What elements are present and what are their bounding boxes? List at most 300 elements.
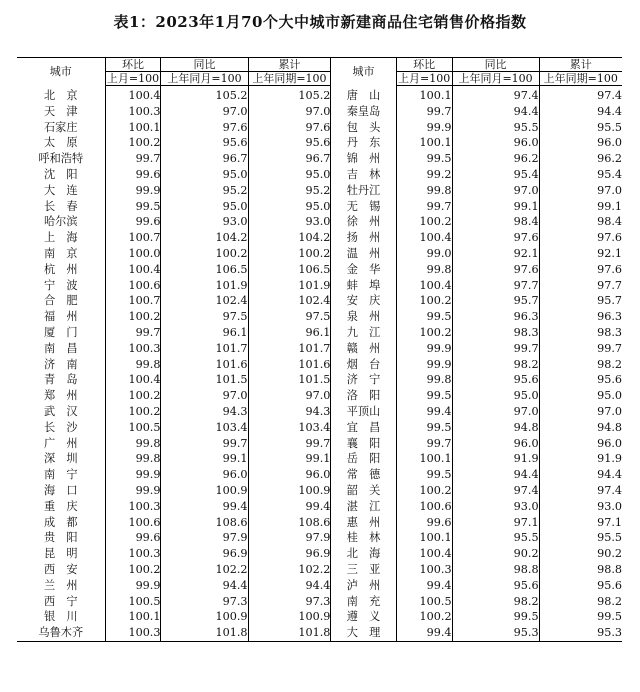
city-cell: 广 州	[43, 436, 78, 450]
mom-value: 100.7	[105, 293, 161, 309]
table-row	[17, 594, 622, 610]
cum-value: 94.4	[539, 104, 622, 120]
yoy-value: 101.8	[161, 625, 248, 641]
subheader-cum: 上年同期=100	[539, 72, 622, 86]
city-cell: 泸 州	[331, 578, 396, 594]
city-cell: 岳 阳	[331, 451, 396, 467]
header-mom: 环比	[396, 58, 452, 72]
city-cell: 北 海	[331, 546, 396, 562]
city-cell: 常 德	[331, 467, 396, 483]
mom-value: 99.9	[105, 467, 161, 483]
cum-value: 92.1	[539, 246, 622, 262]
mom-value: 99.6	[396, 515, 452, 531]
mom-value: 99.7	[396, 104, 452, 120]
city-cell: 丹 东	[331, 135, 396, 151]
table-row	[17, 499, 622, 515]
mom-value: 99.8	[396, 262, 452, 278]
city-cell: 长 春	[43, 199, 78, 213]
subheader-mom: 上月=100	[106, 72, 160, 85]
yoy-value: 101.7	[161, 341, 248, 357]
table-header	[17, 58, 622, 86]
yoy-value: 96.2	[452, 151, 539, 167]
cum-value: 98.2	[539, 594, 622, 610]
header-yoy: 同比	[161, 58, 248, 72]
city-cell: 青 岛	[43, 373, 78, 387]
yoy-value: 97.7	[452, 278, 539, 294]
yoy-value: 97.0	[452, 183, 539, 199]
cum-value: 105.2	[248, 86, 331, 104]
table-row	[17, 278, 622, 294]
mom-value: 100.2	[105, 388, 161, 404]
city-cell: 厦 门	[43, 325, 78, 339]
yoy-value: 97.1	[452, 515, 539, 531]
cum-value: 95.6	[539, 578, 622, 594]
table-row	[17, 230, 622, 246]
mom-value: 100.2	[396, 214, 452, 230]
cum-value: 103.4	[248, 420, 331, 436]
yoy-value: 100.9	[161, 609, 248, 625]
cum-value: 90.2	[539, 546, 622, 562]
table-row	[17, 262, 622, 278]
yoy-value: 102.2	[161, 562, 248, 578]
mom-value: 99.5	[396, 467, 452, 483]
yoy-value: 95.6	[452, 578, 539, 594]
city-cell: 深 圳	[43, 452, 78, 466]
mom-value: 99.9	[105, 183, 161, 199]
yoy-value: 96.0	[452, 135, 539, 151]
yoy-value: 101.9	[161, 278, 248, 294]
cum-value: 94.3	[248, 404, 331, 420]
city-cell: 宜 昌	[331, 420, 396, 436]
yoy-value: 94.4	[452, 104, 539, 120]
yoy-value: 98.2	[452, 357, 539, 373]
city-cell: 无 锡	[331, 199, 396, 215]
cum-value: 98.8	[539, 562, 622, 578]
city-cell: 贵 阳	[43, 531, 78, 545]
mom-value: 100.3	[105, 546, 161, 562]
table-row	[17, 357, 622, 373]
table-row	[17, 609, 622, 625]
city-cell: 平顶山	[331, 404, 396, 420]
mom-value: 100.1	[396, 530, 452, 546]
cum-value: 99.1	[248, 451, 331, 467]
cum-value: 101.8	[248, 625, 331, 641]
yoy-value: 92.1	[452, 246, 539, 262]
mom-value: 100.3	[105, 499, 161, 515]
cum-value: 97.0	[539, 183, 622, 199]
city-cell: 武 汉	[43, 404, 78, 418]
yoy-value: 91.9	[452, 451, 539, 467]
city-cell: 烟 台	[331, 357, 396, 373]
yoy-value: 95.3	[452, 625, 539, 641]
cum-value: 95.6	[248, 135, 331, 151]
mom-value: 99.8	[105, 436, 161, 452]
city-cell: 海 口	[43, 483, 78, 497]
yoy-value: 101.6	[161, 357, 248, 373]
table-row	[17, 104, 622, 120]
cum-value: 94.8	[539, 420, 622, 436]
yoy-value: 99.7	[452, 341, 539, 357]
yoy-value: 93.0	[161, 214, 248, 230]
city-cell: 洛 阳	[331, 388, 396, 404]
city-cell: 吉 林	[331, 167, 396, 183]
mom-value: 100.2	[105, 309, 161, 325]
mom-value: 99.5	[396, 388, 452, 404]
city-cell: 成 都	[43, 515, 78, 529]
city-cell: 沈 阳	[43, 167, 78, 181]
mom-value: 100.4	[396, 546, 452, 562]
mom-value: 100.1	[396, 86, 452, 104]
yoy-value: 93.0	[452, 499, 539, 515]
yoy-value: 95.0	[161, 167, 248, 183]
subheader-yoy: 上年同月=100	[452, 72, 539, 86]
cum-value: 96.9	[248, 546, 331, 562]
cum-value: 108.6	[248, 515, 331, 531]
city-cell: 哈尔滨	[43, 215, 78, 229]
cum-value: 100.2	[248, 246, 331, 262]
mom-value: 99.6	[105, 167, 161, 183]
subheader-yoy: 上年同月=100	[161, 72, 248, 86]
cum-value: 98.3	[539, 325, 622, 341]
city-cell: 重 庆	[43, 499, 78, 513]
yoy-value: 98.2	[452, 594, 539, 610]
cum-value: 97.0	[248, 104, 331, 120]
table-row	[17, 183, 622, 199]
city-cell: 泉 州	[331, 309, 396, 325]
mom-value: 100.0	[105, 246, 161, 262]
mom-value: 99.7	[105, 151, 161, 167]
yoy-value: 94.4	[161, 578, 248, 594]
yoy-value: 95.4	[452, 167, 539, 183]
table-row	[17, 246, 622, 262]
city-cell: 牡丹江	[331, 183, 396, 199]
city-cell: 西 安	[43, 562, 78, 576]
yoy-value: 104.2	[161, 230, 248, 246]
city-cell: 襄 阳	[331, 436, 396, 452]
cum-value: 104.2	[248, 230, 331, 246]
city-cell: 济 宁	[331, 372, 396, 388]
cum-value: 97.7	[539, 278, 622, 294]
table-row	[17, 167, 622, 183]
cum-value: 97.9	[248, 530, 331, 546]
mom-value: 99.5	[105, 199, 161, 215]
cum-value: 95.0	[539, 388, 622, 404]
city-cell: 安 庆	[331, 293, 396, 309]
yoy-value: 95.0	[161, 199, 248, 215]
city-cell: 郑 州	[43, 389, 78, 403]
table-row	[17, 436, 622, 452]
mom-value: 99.9	[396, 341, 452, 357]
cum-value: 100.9	[248, 483, 331, 499]
cum-value: 97.1	[539, 515, 622, 531]
mom-value: 100.3	[105, 341, 161, 357]
yoy-value: 99.1	[452, 199, 539, 215]
city-cell: 蚌 埠	[331, 278, 396, 294]
city-cell: 长 沙	[43, 420, 78, 434]
table-row	[17, 388, 622, 404]
cum-value: 98.2	[539, 357, 622, 373]
city-cell: 大 连	[43, 183, 78, 197]
city-cell: 赣 州	[331, 341, 396, 357]
city-cell: 金 华	[331, 262, 396, 278]
cum-value: 99.4	[248, 499, 331, 515]
city-cell: 南 宁	[43, 468, 78, 482]
mom-value: 99.7	[105, 325, 161, 341]
table-row	[17, 151, 622, 167]
mom-value: 99.8	[105, 357, 161, 373]
city-cell: 惠 州	[331, 515, 396, 531]
cum-value: 97.6	[539, 230, 622, 246]
yoy-value: 95.5	[452, 530, 539, 546]
city-cell: 西 宁	[43, 594, 78, 608]
table-row	[17, 135, 622, 151]
city-cell: 乌鲁木齐	[17, 625, 105, 641]
city-cell: 合 肥	[43, 294, 78, 308]
yoy-value: 95.6	[161, 135, 248, 151]
city-cell: 徐 州	[331, 214, 396, 230]
mom-value: 100.4	[105, 372, 161, 388]
table-body	[17, 86, 622, 642]
mom-value: 100.2	[105, 135, 161, 151]
cum-value: 95.7	[539, 293, 622, 309]
table-row	[17, 420, 622, 436]
yoy-value: 97.6	[452, 230, 539, 246]
yoy-value: 96.9	[161, 546, 248, 562]
cum-value: 97.3	[248, 594, 331, 610]
city-column-header: 城市	[17, 58, 105, 86]
cum-value: 97.6	[248, 120, 331, 136]
city-cell: 南 京	[43, 246, 78, 260]
cum-value: 95.3	[539, 625, 622, 641]
mom-value: 100.4	[105, 262, 161, 278]
city-cell: 湛 江	[331, 499, 396, 515]
mom-value: 99.9	[396, 120, 452, 136]
yoy-value: 97.0	[161, 104, 248, 120]
table-row	[17, 562, 622, 578]
mom-value: 100.3	[105, 625, 161, 641]
yoy-value: 97.4	[452, 86, 539, 104]
yoy-value: 100.2	[161, 246, 248, 262]
table-row	[17, 404, 622, 420]
yoy-value: 98.3	[452, 325, 539, 341]
cum-value: 101.5	[248, 372, 331, 388]
mom-value: 100.4	[105, 86, 161, 104]
yoy-value: 101.5	[161, 372, 248, 388]
yoy-value: 96.0	[452, 436, 539, 452]
city-cell: 唐 山	[331, 86, 396, 104]
yoy-value: 96.0	[161, 467, 248, 483]
city-cell: 温 州	[331, 246, 396, 262]
yoy-value: 98.8	[452, 562, 539, 578]
city-cell: 九 江	[331, 325, 396, 341]
table-row	[17, 625, 622, 641]
city-cell: 三 亚	[331, 562, 396, 578]
cum-value: 101.6	[248, 357, 331, 373]
cum-value: 96.3	[539, 309, 622, 325]
mom-value: 100.6	[105, 515, 161, 531]
city-cell: 包 头	[331, 120, 396, 136]
header-cum: 累计	[539, 58, 622, 72]
city-cell: 秦皇岛	[331, 104, 396, 120]
yoy-value: 99.4	[161, 499, 248, 515]
mom-value: 99.4	[396, 404, 452, 420]
table-row	[17, 467, 622, 483]
table-row	[17, 483, 622, 499]
table-row	[17, 325, 622, 341]
yoy-value: 99.7	[161, 436, 248, 452]
yoy-value: 98.4	[452, 214, 539, 230]
mom-value: 99.7	[396, 199, 452, 215]
mom-value: 100.4	[396, 230, 452, 246]
table-row	[17, 341, 622, 357]
cum-value: 95.4	[539, 167, 622, 183]
mom-value: 100.5	[105, 594, 161, 610]
mom-value: 100.1	[396, 135, 452, 151]
cum-value: 97.4	[539, 86, 622, 104]
city-column-header: 城市	[331, 58, 396, 86]
cum-value: 101.9	[248, 278, 331, 294]
city-cell: 昆 明	[43, 547, 78, 561]
mom-value: 99.5	[396, 420, 452, 436]
city-cell: 福 州	[43, 310, 78, 324]
city-cell: 呼和浩特	[38, 152, 84, 166]
mom-value: 99.5	[396, 309, 452, 325]
yoy-value: 97.6	[452, 262, 539, 278]
yoy-value: 97.3	[161, 594, 248, 610]
cum-value: 93.0	[539, 499, 622, 515]
mom-value: 99.0	[396, 246, 452, 262]
yoy-value: 106.5	[161, 262, 248, 278]
cum-value: 95.2	[248, 183, 331, 199]
mom-value: 100.3	[105, 104, 161, 120]
mom-value: 99.4	[396, 625, 452, 641]
yoy-value: 102.4	[161, 293, 248, 309]
city-cell: 天 津	[43, 104, 78, 118]
city-cell: 韶 关	[331, 483, 396, 499]
cum-value: 100.9	[248, 609, 331, 625]
header-yoy: 同比	[452, 58, 539, 72]
city-cell: 太 原	[43, 136, 78, 150]
yoy-value: 95.6	[452, 372, 539, 388]
header-mom: 环比	[105, 58, 161, 72]
mom-value: 99.8	[105, 451, 161, 467]
cum-value: 99.5	[539, 609, 622, 625]
mom-value: 99.8	[396, 372, 452, 388]
cum-value: 96.2	[539, 151, 622, 167]
table-row	[17, 515, 622, 531]
cum-value: 95.6	[539, 372, 622, 388]
table-title: 表1：2023年1月70个大中城市新建商品住宅销售价格指数	[113, 13, 527, 31]
city-cell: 上 海	[43, 231, 78, 245]
yoy-value: 96.3	[452, 309, 539, 325]
yoy-value: 105.2	[161, 86, 248, 104]
table-row	[17, 199, 622, 215]
city-cell: 兰 州	[43, 578, 78, 592]
yoy-value: 94.8	[452, 420, 539, 436]
mom-value: 100.6	[105, 278, 161, 294]
cum-value: 97.5	[248, 309, 331, 325]
mom-value: 99.9	[105, 578, 161, 594]
yoy-value: 108.6	[161, 515, 248, 531]
yoy-value: 96.1	[161, 325, 248, 341]
mom-value: 99.7	[396, 436, 452, 452]
city-cell: 大 理	[331, 625, 396, 641]
yoy-value: 99.5	[452, 609, 539, 625]
mom-value: 99.5	[396, 151, 452, 167]
mom-value: 100.3	[396, 562, 452, 578]
city-cell: 杭 州	[43, 262, 78, 276]
mom-value: 99.4	[396, 578, 452, 594]
table-row	[17, 293, 622, 309]
mom-value: 100.4	[396, 278, 452, 294]
cum-value: 99.1	[539, 199, 622, 215]
city-cell: 银 川	[43, 610, 78, 624]
header-cum: 累计	[248, 58, 331, 72]
yoy-value: 97.9	[161, 530, 248, 546]
cum-value: 95.0	[248, 167, 331, 183]
city-cell: 锦 州	[331, 151, 396, 167]
yoy-value: 90.2	[452, 546, 539, 562]
cum-value: 99.7	[539, 341, 622, 357]
mom-value: 100.5	[105, 420, 161, 436]
yoy-value: 95.0	[452, 388, 539, 404]
yoy-value: 97.5	[161, 309, 248, 325]
cum-value: 96.0	[539, 436, 622, 452]
cum-value: 97.0	[248, 388, 331, 404]
mom-value: 100.2	[105, 562, 161, 578]
mom-value: 100.7	[105, 230, 161, 246]
mom-value: 99.9	[105, 483, 161, 499]
cum-value: 96.0	[248, 467, 331, 483]
city-cell: 扬 州	[331, 230, 396, 246]
table-row	[17, 372, 622, 388]
table-row	[17, 214, 622, 230]
yoy-value: 99.1	[161, 451, 248, 467]
cum-value: 101.7	[248, 341, 331, 357]
cum-value: 95.0	[248, 199, 331, 215]
yoy-value: 103.4	[161, 420, 248, 436]
city-cell: 桂 林	[331, 530, 396, 546]
yoy-value: 96.7	[161, 151, 248, 167]
cum-value: 97.4	[539, 483, 622, 499]
city-cell: 遵 义	[331, 609, 396, 625]
cum-value: 98.4	[539, 214, 622, 230]
cum-value: 94.4	[539, 467, 622, 483]
yoy-value: 95.5	[452, 120, 539, 136]
yoy-value: 95.7	[452, 293, 539, 309]
mom-value: 99.2	[396, 167, 452, 183]
table-row	[17, 309, 622, 325]
subheader-cum: 上年同期=100	[248, 72, 331, 86]
yoy-value: 94.4	[452, 467, 539, 483]
table-row	[17, 120, 622, 136]
yoy-value: 97.6	[161, 120, 248, 136]
mom-value: 100.6	[396, 499, 452, 515]
mom-value: 100.2	[396, 325, 452, 341]
mom-value: 100.2	[396, 483, 452, 499]
cum-value: 99.7	[248, 436, 331, 452]
city-cell: 北 京	[43, 88, 78, 102]
cum-value: 96.7	[248, 151, 331, 167]
mom-value: 100.1	[396, 451, 452, 467]
mom-value: 100.1	[105, 120, 161, 136]
cum-value: 102.4	[248, 293, 331, 309]
city-cell: 南 充	[331, 594, 396, 610]
cum-value: 96.1	[248, 325, 331, 341]
cum-value: 91.9	[539, 451, 622, 467]
yoy-value: 94.3	[161, 404, 248, 420]
mom-value: 99.8	[396, 183, 452, 199]
